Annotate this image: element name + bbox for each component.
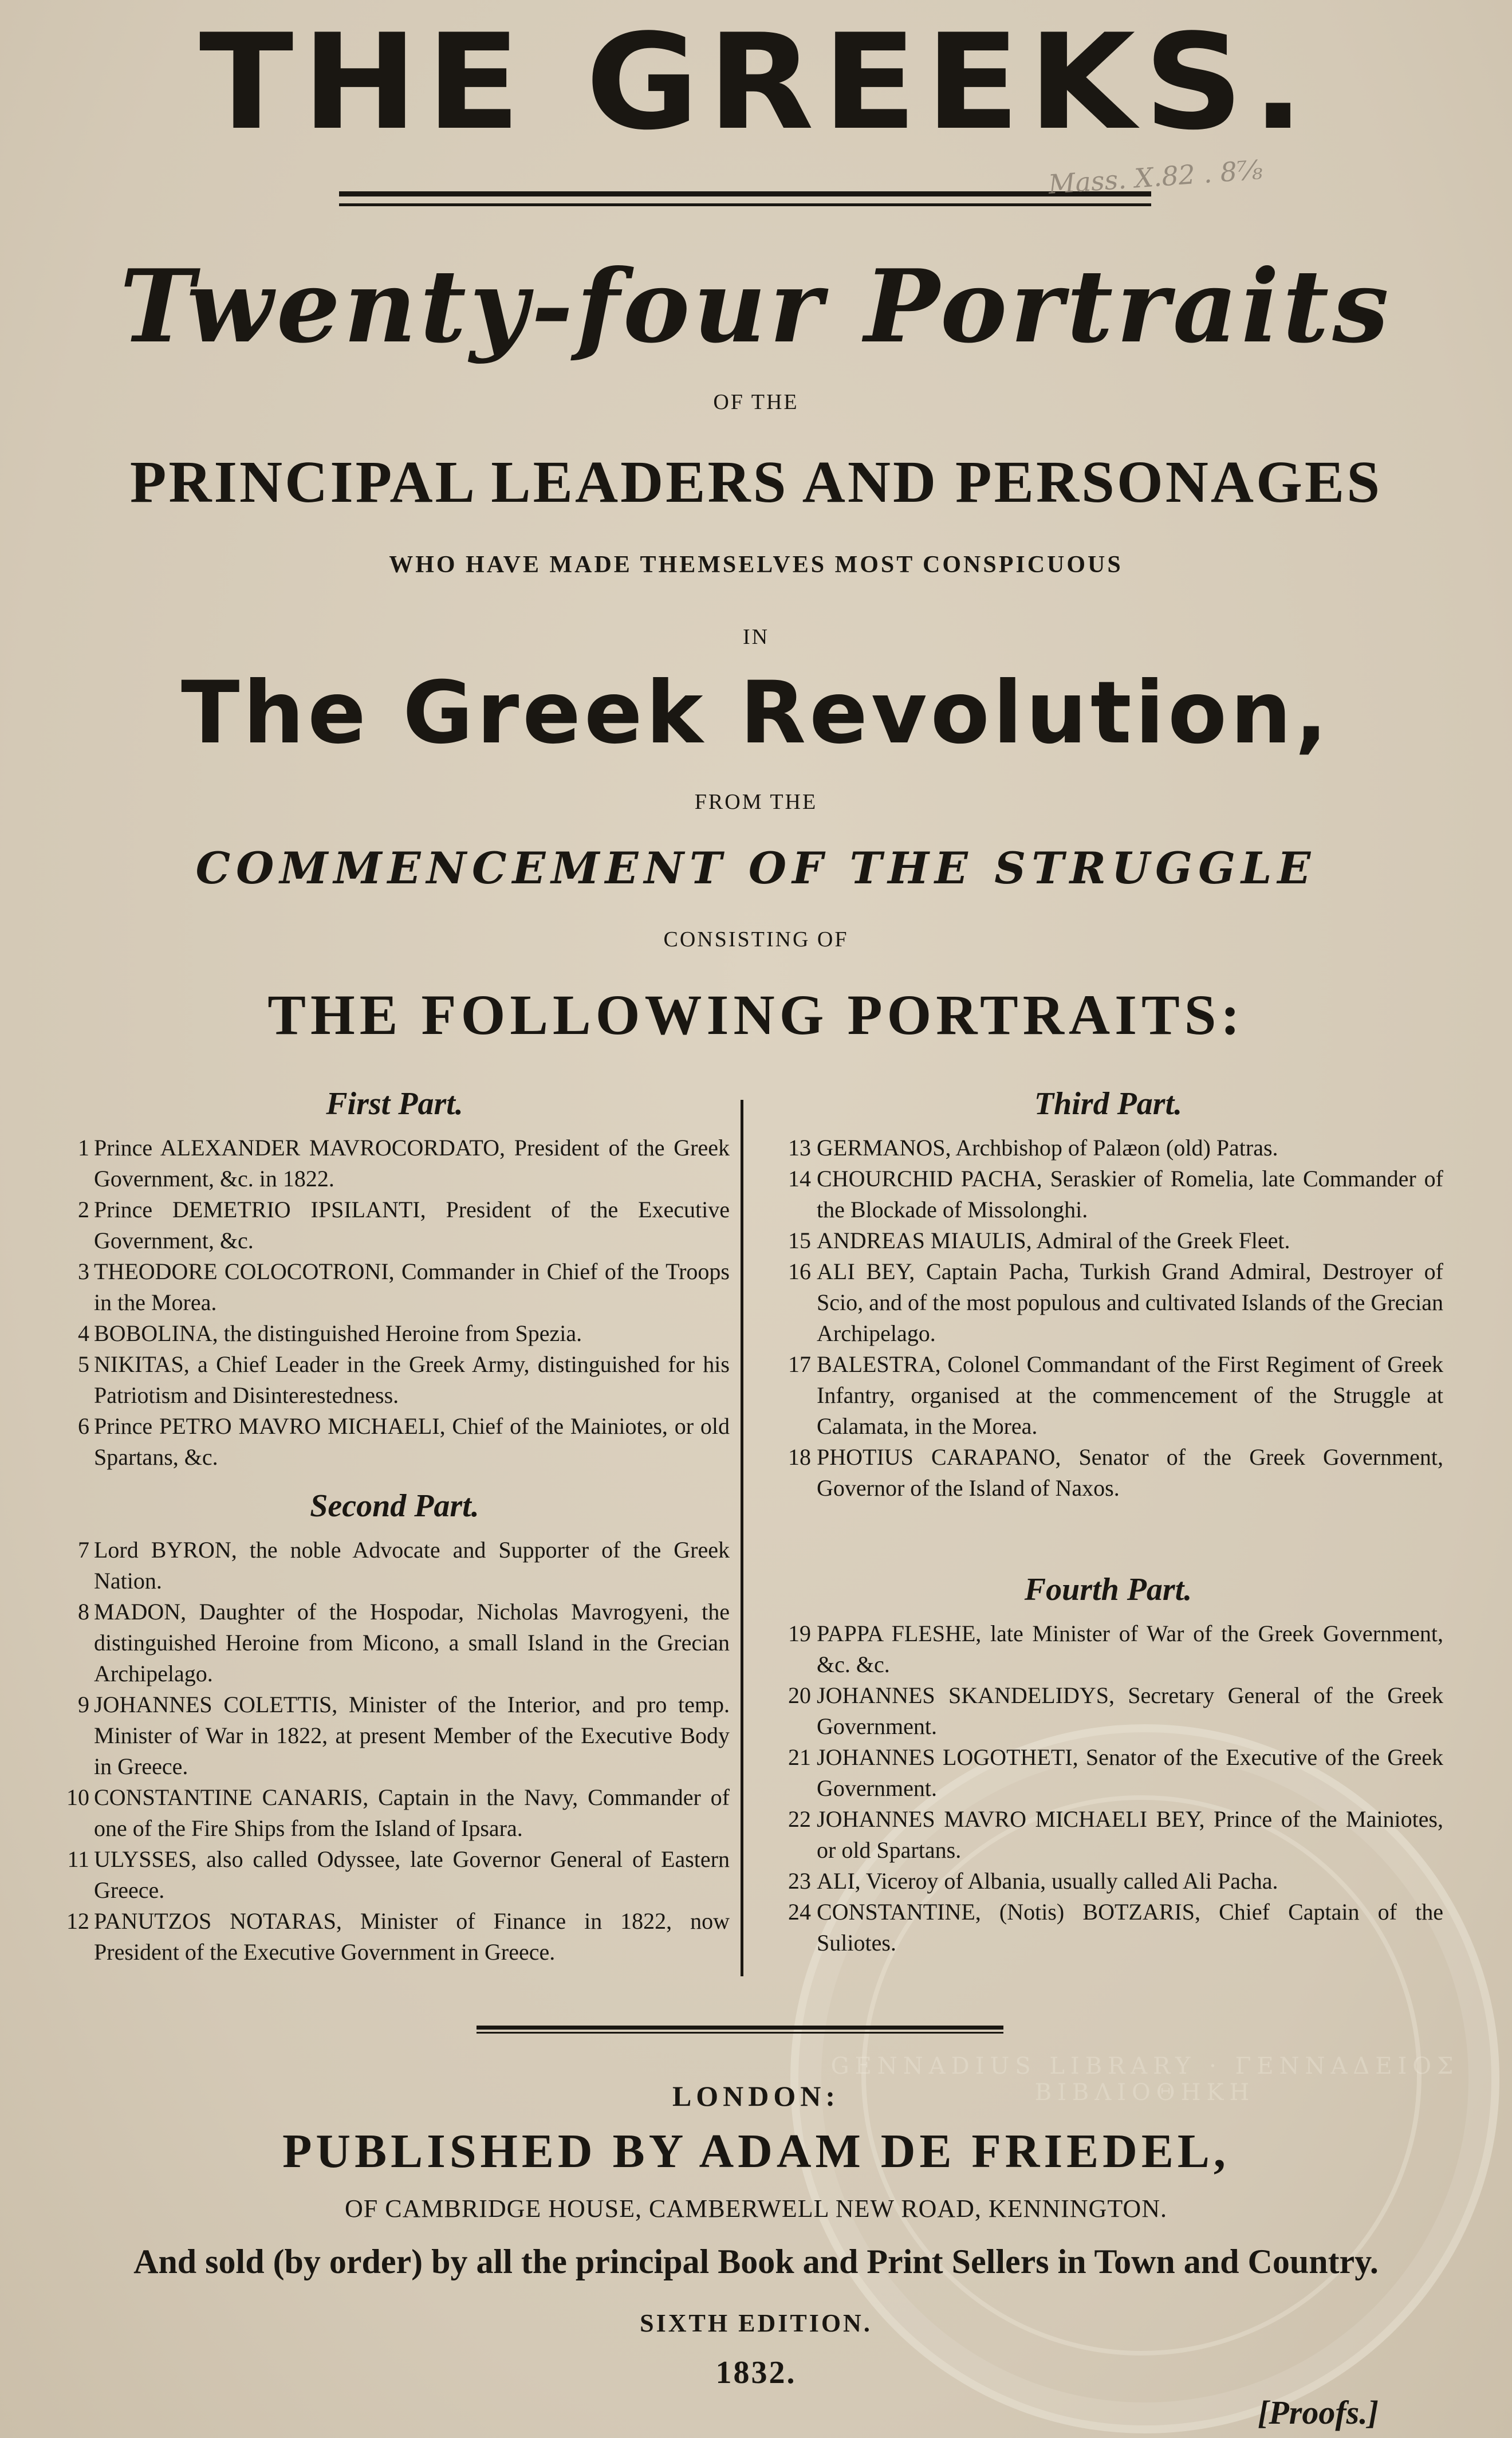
list-item: 21 JOHANNES LOGOTHETI, Senator of the Executive of the Greek Government. [788, 1744, 1443, 1801]
column-divider [741, 1100, 743, 1976]
list-item: 4 BOBOLINA, the distinguished Heroine from Spezia. [78, 1320, 582, 1346]
poster-title: THE GREEKS. [199, 6, 1313, 159]
subtitle: Twenty-four Portraits [120, 248, 1392, 365]
edition-line: SIXTH EDITION. [640, 2309, 872, 2337]
list-item: 11 ULYSSES, also called Odyssee, late Governor General of Eastern Greece. [67, 1846, 730, 1903]
first-part-heading: First Part. [326, 1086, 463, 1122]
list-item: 23 ALI, Viceroy of Albania, usually called Ali Pacha. [788, 1868, 1278, 1894]
consisting-of-line: CONSISTING OF [663, 927, 849, 951]
from-the-line: FROM THE [694, 790, 818, 814]
list-item: 9 JOHANNES COLETTIS, Minister of the Interior, and pro temp. Minister of War in 1822, at present Member of the Executive Body in Greece. [78, 1692, 730, 1779]
year-line: 1832. [715, 2355, 797, 2390]
list-item: 20 JOHANNES SKANDELIDYS, Secretary General of the Greek Government. [788, 1682, 1443, 1739]
title-underline [339, 191, 1151, 206]
greek-revolution-heading: The Greek Revolution, [181, 663, 1331, 763]
list-item: 10 CONSTANTINE CANARIS, Captain in the Navy, Commander of one of the Fire Ships from the Island of Ipsara. [66, 1784, 730, 1841]
sold-by-line: And sold (by order) by all the principal Book and Print Sellers in Town and Country. [133, 2243, 1379, 2280]
third-part-heading: Third Part. [1034, 1086, 1183, 1122]
principal-leaders: PRINCIPAL LEADERS AND PERSONAGES [129, 449, 1383, 515]
list-item: 8 MADON, Daughter of the Hospodar, Nicholas Mavrogyeni, the distinguished Heroine from Micono, a small Island in the Grecian Archipelago. [78, 1599, 730, 1686]
publisher-line: PUBLISHED BY ADAM DE FRIEDEL, [282, 2125, 1230, 2178]
list-item: 6 Prince PETRO MAVRO MICHAELI, Chief of the Mainiotes, or old Spartans, &c. [78, 1413, 730, 1470]
fourth-part-heading: Fourth Part. [1024, 1572, 1192, 1607]
left-column [60, 1086, 730, 1968]
first-part-list [60, 1133, 730, 1473]
third-part-list [773, 1133, 1443, 1504]
list-item: 14 CHOURCHID PACHA, Seraskier of Romelia, late Commander of the Blockade of Missolonghi. [788, 1166, 1443, 1222]
list-item: 22 JOHANNES MAVRO MICHAELI BEY, Prince of the Mainiotes, or old Spartans. [788, 1806, 1443, 1863]
second-part-list [60, 1535, 730, 1968]
list-item: 5 NIKITAS, a Chief Leader in the Greek Army, distinguished for his Patriotism and Disinterestedness. [78, 1351, 730, 1408]
of-the-line: OF THE [713, 390, 799, 414]
list-item: 15 ANDREAS MIAULIS, Admiral of the Greek Fleet. [788, 1228, 1290, 1253]
list-item: 2 Prince DEMETRIO IPSILANTI, President of the Executive Government, &c. [78, 1197, 730, 1253]
list-item: 18 PHOTIUS CARAPANO, Senator of the Greek Government, Governor of the Island of Naxos. [788, 1444, 1443, 1501]
list-item: 1 Prince ALEXANDER MAVROCORDATO, President of the Greek Government, &c. in 1822. [78, 1135, 730, 1192]
address-line: OF CAMBRIDGE HOUSE, CAMBERWELL NEW ROAD, KENNINGTON. [345, 2195, 1167, 2223]
in-line: IN [742, 625, 770, 649]
list-item: 7 Lord BYRON, the noble Advocate and Supporter of the Greek Nation. [78, 1537, 730, 1594]
seal-text: GENNADIUS LIBRARY · ΓΕΝΝΑΔΕΙΟΣ ΒΙΒΛΙΟΘΗΚΗ [830, 2053, 1459, 2106]
list-item: 13 GERMANOS, Archbishop of Palæon (old) Patras. [788, 1135, 1278, 1161]
second-part-heading: Second Part. [310, 1488, 479, 1524]
footer-divider [477, 2026, 1003, 2034]
who-have-line: WHO HAVE MADE THEMSELVES MOST CONSPICUOUS [389, 552, 1123, 578]
list-item: 17 BALESTRA, Colonel Commandant of the First Regiment of Greek Infantry, organised at the commencement of the Struggle at Calamata, in the Morea. [788, 1351, 1443, 1439]
pencil-shelfmark: Mass. X.82 . 8⅞ [1047, 154, 1264, 200]
london-line: LONDON: [672, 2080, 840, 2112]
list-item: 3 THEODORE COLOCOTRONI, Commander in Chief of the Troops in the Morea. [78, 1259, 730, 1315]
right-column [773, 1086, 1443, 1959]
following-portraits-heading: THE FOLLOWING PORTRAITS: [267, 983, 1245, 1047]
commencement-line: COMMENCEMENT OF THE STRUGGLE [195, 843, 1317, 894]
list-item: 16 ALI BEY, Captain Pacha, Turkish Grand Admiral, Destroyer of Scio, and of the most populous and cultivated Islands of the Grecian Archipelago. [788, 1259, 1443, 1346]
proofs-note: [Proofs.] [1258, 2394, 1379, 2431]
list-item: 19 PAPPA FLESHE, late Minister of War of the Greek Government, &c. &c. [788, 1621, 1443, 1677]
fourth-part-list [773, 1618, 1443, 1959]
list-item: 12 PANUTZOS NOTARAS, Minister of Finance in 1822, now President of the Executive Government in Greece. [66, 1908, 730, 1965]
list-item: 24 CONSTANTINE, (Notis) BOTZARIS, Chief Captain of the Suliotes. [788, 1899, 1443, 1956]
